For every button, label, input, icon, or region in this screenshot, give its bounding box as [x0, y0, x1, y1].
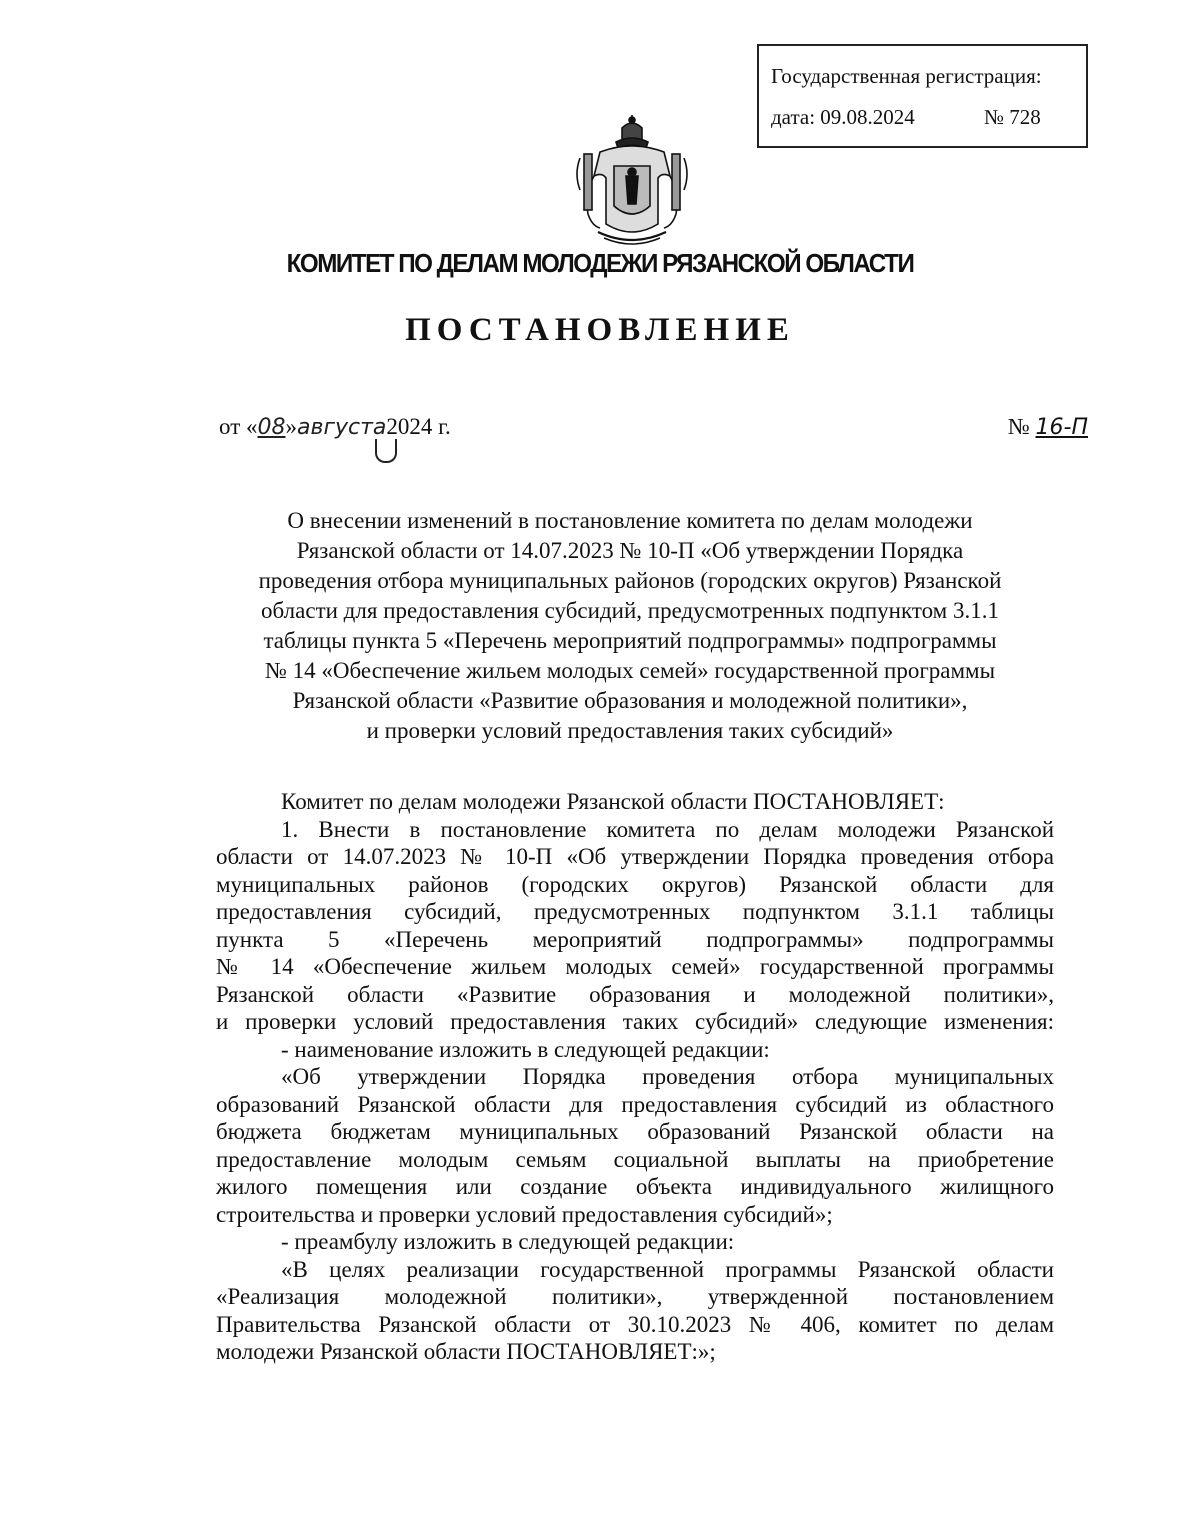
- date-mid: »: [285, 414, 297, 439]
- title-line: Рязанской области «Развитие образования и молодежной политики»,: [292, 688, 968, 713]
- body-line: «В целях реализации государственной программы Рязанской области: [281, 1256, 1054, 1282]
- document-type: ПОСТАНОВЛЕНИЕ: [405, 312, 795, 348]
- body-line: молодежи Рязанской области ПОСТАНОВЛЯЕТ:»;: [216, 1339, 716, 1364]
- committee-name: КОМИТЕТ ПО ДЕЛАМ МОЛОДЕЖИ РЯЗАНСКОЙ ОБЛАСТИ: [286, 248, 914, 278]
- date-day-handwritten: 08: [257, 415, 286, 440]
- registration-stamp: [757, 44, 1088, 148]
- body-line: «Об утверждении Порядка проведения отбора муниципальных: [281, 1064, 1054, 1089]
- body-line: и проверки условий предоставления таких субсидий» следующие изменения:: [216, 1009, 1054, 1034]
- document-body: [216, 788, 1054, 1366]
- registration-number: № 728: [984, 105, 1041, 129]
- number-prefix: №: [1007, 414, 1030, 439]
- title-line: и проверки условий предоставления таких субсидий»: [366, 718, 894, 743]
- body-line: Рязанской области «Развитие образования и молодежной политики»,: [216, 981, 1054, 1007]
- body-line: муниципальных районов (городских округов) Рязанской области для: [216, 871, 1054, 897]
- body-line: строительства и проверки условий предоставления субсидий»;: [216, 1201, 833, 1227]
- date-month-text: августа: [297, 415, 387, 440]
- body-line: - преамбулу изложить в следующей редакции:: [281, 1229, 735, 1254]
- body-line: предоставление молодым семьям социальной выплаты на приобретение: [216, 1146, 1054, 1172]
- title-line: № 14 «Обеспечение жильем молодых семей» государственной программы: [264, 658, 996, 683]
- body-line: «Реализация молодежной политики», утвержденной постановлением: [216, 1284, 1054, 1309]
- body-line: предоставления субсидий, предусмотренных подпунктом 3.1.1 таблицы: [216, 899, 1054, 924]
- body-line: пункта 5 «Перечень мероприятий подпрограммы» подпрограммы: [216, 926, 1054, 952]
- body-line: - наименование изложить в следующей редакции:: [281, 1036, 770, 1062]
- body-line: области от 14.07.2023 № 10-П «Об утверждении Порядка проведения отбора: [216, 844, 1054, 869]
- body-line: Комитет по делам молодежи Рязанской области ПОСТАНОВЛЯЕТ:: [281, 789, 945, 814]
- body-line: 1. Внести в постановление комитета по делам молодежи Рязанской: [281, 816, 1054, 842]
- registration-date: дата: 09.08.2024: [771, 105, 915, 129]
- date-year: 2024 г.: [386, 414, 451, 439]
- registration-title: Государственная регистрация:: [771, 64, 1042, 88]
- body-line: Правительства Рязанской области от 30.10.2023 № 406, комитет по делам: [216, 1311, 1054, 1337]
- body-line: № 14 «Обеспечение жильем молодых семей» государственной программы: [216, 954, 1054, 979]
- number-handwritten: 16-П: [1035, 415, 1088, 440]
- handwriting-tail: [375, 439, 397, 463]
- body-line: образований Рязанской области для предоставления субсидий из областного: [216, 1091, 1054, 1117]
- coat-of-arms-emblem: [570, 114, 694, 250]
- document-date: [219, 414, 451, 440]
- body-line: жилого помещения или создание объекта индивидуального жилищного: [216, 1174, 1054, 1199]
- document-number: [1008, 414, 1088, 440]
- date-prefix: от «: [219, 414, 258, 439]
- body-line: бюджета бюджетам муниципальных образований Рязанской области на: [216, 1119, 1054, 1144]
- title-line: О внесении изменений в постановление комитета по делам молодежи: [287, 508, 973, 533]
- title-line: проведения отбора муниципальных районов (городских округов) Рязанской: [258, 568, 1002, 593]
- title-line: таблицы пункта 5 «Перечень мероприятий подпрограммы» подпрограммы: [263, 628, 997, 653]
- title-line: Рязанской области от 14.07.2023 № 10-П «Об утверждении Порядка: [296, 538, 964, 563]
- document-title: [200, 506, 1060, 746]
- date-month-handwritten: [297, 415, 386, 440]
- title-line: области для предоставления субсидий, предусмотренных подпунктом 3.1.1: [261, 598, 999, 623]
